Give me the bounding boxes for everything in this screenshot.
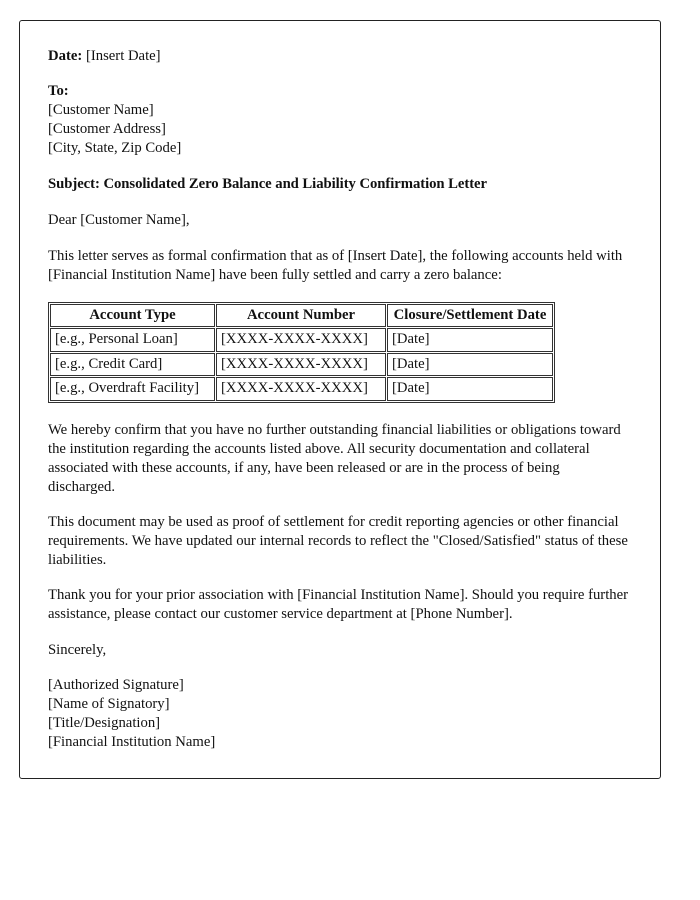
intro-paragraph: This letter serves as formal confirmation that as of [Insert Date], the following accounts held with [Financial Institution Name] have been fully settled and carry a zero balance: xyxy=(48,247,623,283)
subject-line: Subject: Consolidated Zero Balance and Liability Confirmation Letter xyxy=(48,175,487,192)
accounts-table xyxy=(48,302,555,403)
cell-account-type: [e.g., Personal Loan] xyxy=(50,328,215,351)
salutation: Dear [Customer Name], xyxy=(48,211,190,228)
authorized-signature: [Authorized Signature] xyxy=(48,676,184,693)
table-header-row xyxy=(50,304,553,327)
recipient-city-state-zip: [City, State, Zip Code] xyxy=(48,140,182,157)
signatory-title: [Title/Designation] xyxy=(48,714,161,731)
letter-body xyxy=(20,21,660,752)
cell-closure-date: [Date] xyxy=(387,377,553,400)
date-label: Date: xyxy=(48,48,83,64)
table-row xyxy=(50,328,553,351)
column-header-closure-date: Closure/Settlement Date xyxy=(387,304,553,327)
cell-account-number: [XXXX-XXXX-XXXX] xyxy=(216,377,386,400)
signatory-name: [Name of Signatory] xyxy=(48,695,170,712)
confirmation-paragraph: We hereby confirm that you have no further outstanding financial liabilities or obligations toward the institution regarding the accounts listed above. All security documentation and collateral associated with these accounts, if any, have been released or are in the process of being discharged. xyxy=(48,421,621,495)
institution-name: [Financial Institution Name] xyxy=(48,734,216,751)
table-row xyxy=(50,377,553,400)
recipient-block xyxy=(48,82,630,158)
column-header-account-type: Account Type xyxy=(50,304,215,327)
cell-closure-date: [Date] xyxy=(387,328,553,351)
cell-account-type: [e.g., Credit Card] xyxy=(50,353,215,376)
cell-account-number: [XXXX-XXXX-XXXX] xyxy=(216,328,386,351)
thanks-paragraph: Thank you for your prior association with [Financial Institution Name]. Should you require further assistance, please contact our customer service department at [Phone Number]. xyxy=(48,587,629,623)
column-header-account-number: Account Number xyxy=(216,304,386,327)
table-row xyxy=(50,353,553,376)
closing-line: Sincerely, xyxy=(48,641,107,658)
signature-block xyxy=(48,676,630,752)
to-label: To: xyxy=(48,83,69,100)
letter-page xyxy=(19,20,661,779)
recipient-address: [Customer Address] xyxy=(48,121,166,138)
date-value: [Insert Date] xyxy=(85,48,161,64)
cell-closure-date: [Date] xyxy=(387,353,553,376)
recipient-name: [Customer Name] xyxy=(48,102,154,119)
cell-account-type: [e.g., Overdraft Facility] xyxy=(50,377,215,400)
cell-account-number: [XXXX-XXXX-XXXX] xyxy=(216,353,386,376)
proof-paragraph: This document may be used as proof of settlement for credit reporting agencies or other financial requirements. We have updated our internal records to reflect the "Closed/Satisfied" status of these liabilities. xyxy=(48,514,628,569)
date-line xyxy=(48,47,630,66)
